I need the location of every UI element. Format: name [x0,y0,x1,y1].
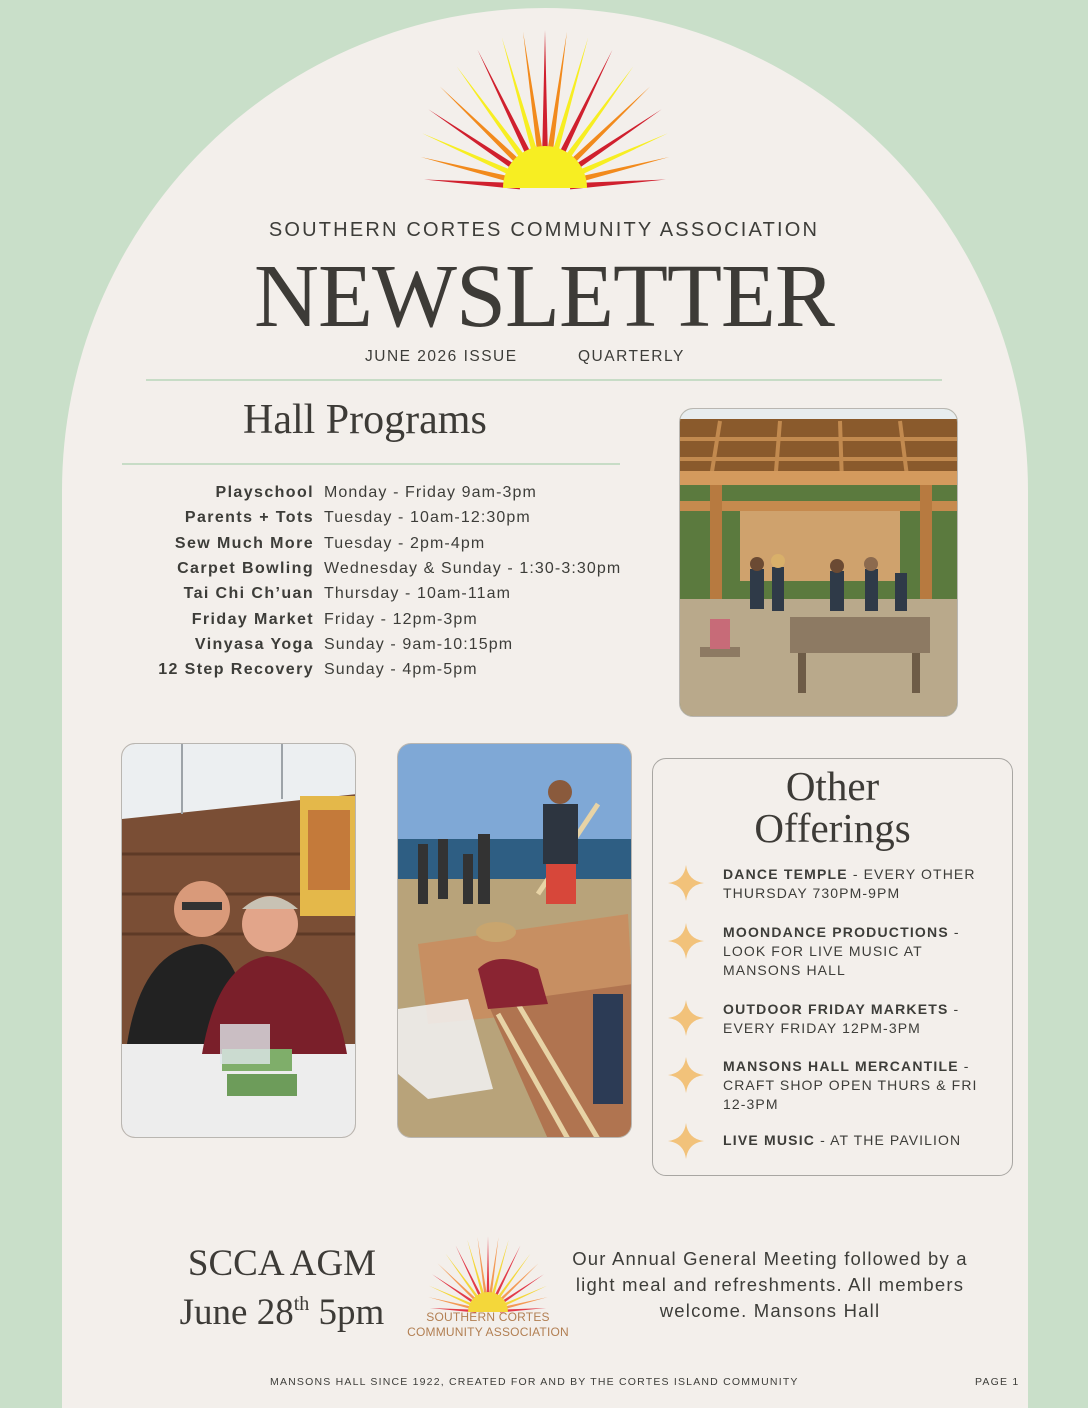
pavilion-photo [679,408,958,717]
offering-name: MANSONS HALL MERCANTILE [723,1058,959,1074]
program-time: Tuesday - 10am-12:30pm [324,509,531,527]
header-divider [146,379,942,381]
program-name: Friday Market [191,610,314,628]
program-name: Vinyasa Yoga [194,635,314,653]
program-time: Friday - 12pm-3pm [324,610,478,628]
sparkle-icon [668,923,704,959]
logo-text-line2: COMMUNITY ASSOCIATION [407,1325,569,1339]
program-name: Carpet Bowling [177,559,314,577]
offering-detail: - EVERY FRIDAY 12PM-3PM [723,1001,960,1036]
offering-detail: - CRAFT SHOP OPEN THURS & FRI 12-3PM [723,1058,978,1112]
market-vendors-photo [121,743,356,1138]
sparkle-icon [668,865,704,901]
program-time: Thursday - 10am-11am [324,585,512,603]
agm-name: SCCA AGM [187,1243,377,1284]
offerings-title-line1: Other [785,763,880,809]
program-row [100,636,513,661]
program-row [100,661,478,686]
agm-description: Our Annual General Meeting followed by a light meal and refreshments. All members welcome. Mansons Hall [572,1248,968,1321]
offering-item [723,865,983,903]
program-time: Wednesday & Sunday - 1:30-3:30pm [324,559,622,577]
hall-programs-title: Hall Programs [243,397,487,443]
program-time: Monday - Friday 9am-3pm [324,484,537,501]
offering-name: DANCE TEMPLE [723,866,848,882]
association-name: SOUTHERN CORTES COMMUNITY ASSOCIATION [268,219,820,241]
building-workshop-photo [397,743,632,1138]
other-offerings-title [653,765,1012,849]
offering-name: OUTDOOR FRIDAY MARKETS [723,1001,949,1017]
other-offerings-box [652,758,1013,1176]
offering-item [723,1000,983,1038]
sun-disc [503,146,587,188]
sun-ray [502,38,541,165]
program-time: Tuesday - 2pm-4pm [324,534,486,552]
sparkle-icon [668,1057,704,1093]
sparkle-icon [668,1123,704,1159]
sun-ray [549,38,588,165]
agm-time: 5pm [309,1292,385,1333]
offering-item [723,923,983,980]
sun-ray [542,30,548,163]
agm-date-suffix: th [293,1293,310,1315]
agm-title [150,1244,414,1333]
program-row [100,484,537,509]
issue-frequency: QUARTERLY [578,348,685,365]
program-name: 12 Step Recovery [158,661,314,679]
offerings-title-line2: Offerings [754,805,911,851]
program-time: Sunday - 9am-10:15pm [324,635,514,653]
offering-name: LIVE MUSIC [723,1132,816,1148]
offering-detail: - AT THE PAVILION [815,1132,962,1148]
program-name: Parents + Tots [184,509,314,527]
footer-text: MANSONS HALL SINCE 1922, CREATED FOR AND BY THE CORTES ISLAND COMMUNITY [270,1376,799,1388]
agm-date: June 28 [179,1292,294,1333]
page-number: PAGE 1 [975,1376,1020,1388]
program-row [100,611,478,636]
sun-ray [490,1240,509,1301]
sparkle-icon [668,1000,704,1036]
offering-name: MOONDANCE PRODUCTIONS [723,924,949,940]
sun-ray [487,1236,490,1300]
program-row [100,560,621,585]
offering-detail: - LOOK FOR LIVE MUSIC AT MANSONS HALL [723,924,960,978]
sun-ray [467,1240,486,1301]
program-name: Tai Chi Ch’uan [183,585,314,603]
offering-item [723,1057,983,1114]
program-row [100,509,531,534]
program-name: Sew Much More [174,534,314,552]
program-time: Sunday - 4pm-5pm [324,661,478,679]
program-name: Playschool [215,484,314,501]
page-title: NEWSLETTER [254,247,834,346]
program-row [100,535,485,560]
program-row [100,585,511,610]
sun-logo-icon [380,28,710,193]
logo-text-line1: SOUTHERN CORTES [426,1310,550,1324]
issue-date: JUNE 2026 ISSUE [365,348,518,365]
sun-disc [468,1292,508,1312]
offering-detail: - EVERY OTHER THURSDAY 730PM-9PM [723,866,976,901]
programs-divider [122,463,620,465]
offering-item [723,1131,983,1150]
